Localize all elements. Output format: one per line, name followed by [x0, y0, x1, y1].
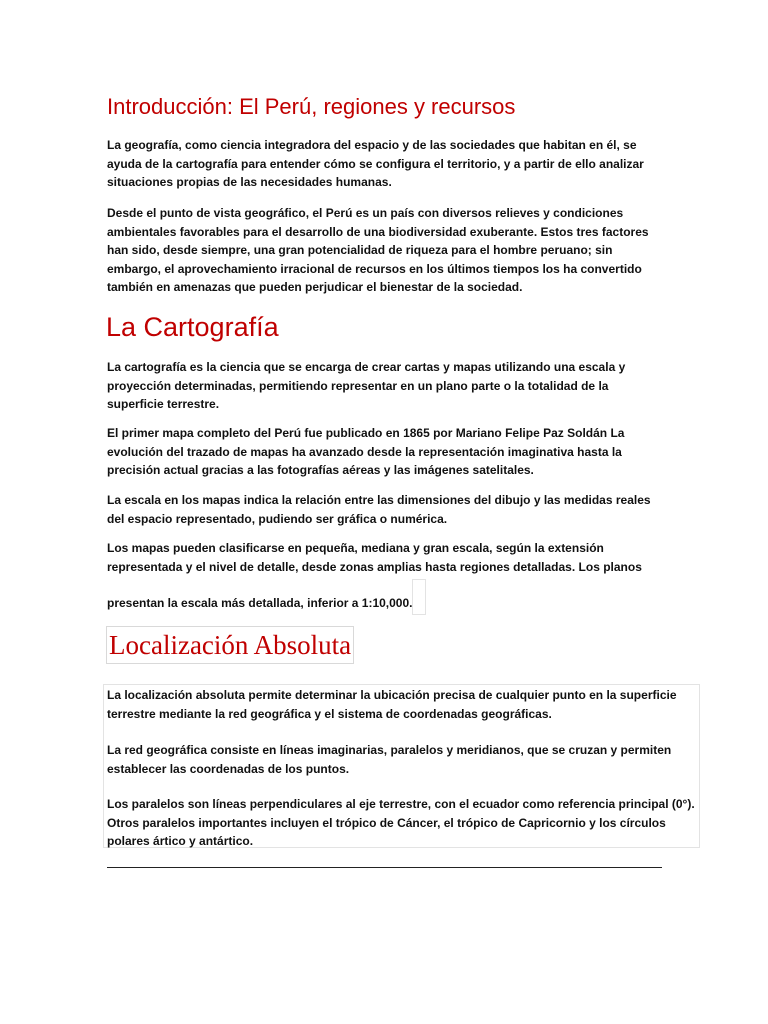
localizacion-paragraph: La red geográfica consiste en líneas imaginarias, paralelos y meridianos, que se cruzan y permiten establecer las coordenadas de los puntos. [107, 743, 672, 776]
intro-paragraph: Desde el punto de vista geográfico, el Perú es un país con diversos relieves y condiciones ambientales favorables para el desarrollo de una biodiversidad exuberante. Estos tres factores han sido, desde siempre, una gran potencialidad de riqueza para el hombre peruano; sin embargo, el aprovechamiento irracional de recursos en los últimos tiempos los ha convertido también en amenazas que pueden perjudicar el bienestar de la sociedad. [107, 206, 649, 294]
cartografia-paragraph-continuation: presentan la escala más detallada, inferior a 1:10,000. [107, 596, 413, 610]
localizacion-heading: Localización Absoluta [106, 626, 354, 664]
cartografia-heading: La Cartografía [106, 312, 279, 342]
text-frame-marker [412, 579, 426, 615]
cartografia-paragraph: La cartografía es la ciencia que se encarga de crear cartas y mapas utilizando una escala y proyección determinadas, permitiendo representar en un plano parte o la totalidad de la superficie terrestre. [107, 360, 626, 411]
intro-heading: Introducción: El Perú, regiones y recursos [107, 94, 516, 119]
localizacion-paragraph: La localización absoluta permite determinar la ubicación precisa de cualquier punto en la superficie terrestre mediante la red geográfica y el sistema de coordenadas geográficas. [107, 688, 677, 721]
cartografia-paragraph: El primer mapa completo del Perú fue publicado en 1865 por Mariano Felipe Paz Soldán La evolución del trazado de mapas ha avanzado desde la representación imaginativa hasta la precisión actual gracias a las fotografías aéreas y las imágenes satelitales. [107, 426, 625, 477]
cartografia-paragraph: La escala en los mapas indica la relación entre las dimensiones del dibujo y las medidas reales del espacio representado, pudiendo ser gráfica o numérica. [107, 493, 651, 526]
horizontal-rule [107, 867, 662, 868]
intro-paragraph: La geografía, como ciencia integradora del espacio y de las sociedades que habitan en él, se ayuda de la cartografía para entender cómo se configura el territorio, y a partir de ello analizar situaciones propias de las necesidades humanas. [107, 138, 644, 189]
cartografia-paragraph: Los mapas pueden clasificarse en pequeña, mediana y gran escala, según la extensión representada y el nivel de detalle, desde zonas amplias hasta regiones detalladas. Los planos [107, 541, 642, 574]
localizacion-paragraph: Los paralelos son líneas perpendiculares al eje terrestre, con el ecuador como referencia principal (0°). Otros paralelos importantes incluyen el trópico de Cáncer, el trópico de Capricornio y los círculos polares ártico y antártico. [107, 797, 695, 848]
